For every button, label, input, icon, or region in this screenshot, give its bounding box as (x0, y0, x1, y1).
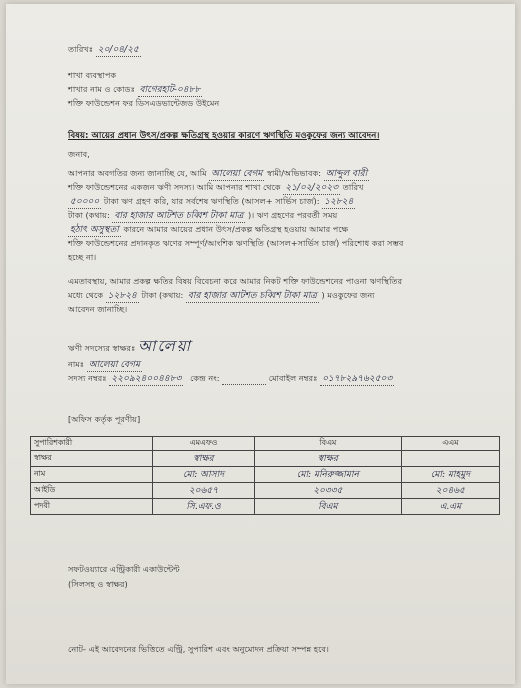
waive-amount: ১২৮২৪ (107, 291, 137, 301)
table-cell: মো: আসাদ (182, 470, 224, 480)
table-row (31, 499, 500, 515)
balance-words: বার হাজার আটশত চব্বিশ টাকা মাত্র (114, 211, 244, 221)
date-label: তারিখঃ (68, 44, 94, 54)
table-cell: সি.এফ.ও (186, 502, 221, 512)
table-header: এমএফও (153, 437, 255, 451)
table-row (31, 467, 500, 483)
footer-note: নোট- এই আবেদনের ভিত্তিতে এন্ট্রি, সুপারিশ এবং অনুমোদন প্রক্রিয়া সম্পন্ন হবে। (68, 644, 329, 654)
table-header: এএম (401, 437, 499, 451)
body-line-5: হঠাৎ অসুস্থতা কারনে আমার আয়ের প্রধান উৎস/প্রকল্প ক্ষতিগ্রস্থ হওয়ায় আমার পক্ষে (70, 224, 349, 235)
branch-value: বাগেরহাট-০৪৮৮ (139, 85, 201, 95)
body-line-9: মধ্যে থেকে ১২৮২৪ টাকা (কথায়: বার হাজার আটশত চব্বিশ টাকা মাত্র ) মওকুফের জন্য (68, 290, 375, 301)
member-name-line: নামঃ আলেয়া বেগম (68, 359, 140, 370)
table-cell: এ.এম (439, 502, 462, 512)
body-line-4: টাকা (কথায়: বার হাজার আটশত চব্বিশ টাকা মাত্র )। ঋণ গ্রহণের পরবর্তী সময় (68, 210, 338, 221)
guardian-name: আব্দুল বারী (325, 169, 368, 179)
body-line-8: এমতাবস্থায়, আমার প্রকল্প ক্ষতির বিষয় বিবেচনা করে আমার নিকট শক্তি ফাউন্ডেশনের পাওনা ঋণস্থিতির (68, 276, 403, 286)
row-label: আইডি (31, 483, 153, 499)
member-number-line: সদস্য নম্বরঃ ২২০৯২৪০০৪৪৮৩ কেন্দ্র নং: মোবাইল নম্বরঃ ০১৭৮২৯৭৬২৫০৩ (68, 373, 393, 384)
table-cell: মো: মনিরুজ্জামান (296, 470, 359, 480)
body-line-6: শক্তি ফাউন্ডেশনের প্রদানকৃত ঋণের সম্পূর্ণ/আংশিক ঋণস্থিতি (আসল+সার্ভিস চার্জ) পরিশোধ করা সম্ভব (68, 238, 404, 248)
mobile-number: ০১৭৮২৯৭৬২৫০৩ (322, 374, 393, 384)
body-line-1: আপনার অবগতির জন্য জানাচ্ছি যে, আমি আলেয়া বেগম স্বামী/অভিভাবক: আব্দুল বারী (68, 168, 368, 179)
table-cell: বিএম (318, 502, 338, 512)
body-line-2: শক্তি ফাউন্ডেশনের একজন ঋণী সদস্য। আমি আপনার শাখা থেকে ২১/০২/২০২৩ তারিখ (68, 182, 364, 193)
recommendation-table (30, 436, 500, 515)
branch-label: শাখার নাম ও কোডঃ (68, 84, 135, 94)
recipient: শাখা ব্যবস্থাপক (68, 70, 117, 80)
date-value: ২০/০৪/২৫ (97, 45, 139, 55)
member-signature: আলেয়া (138, 337, 192, 355)
application-form (6, 4, 515, 684)
reason-value: হঠাৎ অসুস্থতা (70, 225, 119, 235)
balance-amount: ১২৮২৪ (324, 197, 354, 207)
body-line-7: হচ্ছে না। (68, 252, 97, 262)
row-label: নাম (31, 467, 153, 483)
center-number (222, 373, 266, 385)
table-cell: স্বাক্ষর (193, 454, 214, 464)
accountant-label: সফটওয়্যারে এন্ট্রিকারী একাউন্টেন্ট (68, 564, 180, 574)
table-cell: ২০৪৬৫ (435, 486, 465, 496)
table-cell: মো: মাহমুদ (430, 470, 470, 480)
row-label: স্বাক্ষর (31, 451, 153, 467)
date-line (68, 44, 141, 57)
member-number: ২২০৯২৪০০৪৪৮৩ (111, 374, 182, 384)
member-signature-line (68, 336, 192, 356)
member-name: আলেয়া বেগম (88, 360, 140, 370)
branch-line (68, 84, 202, 97)
signature-label: ঋণী সদস্যের স্বাক্ষরঃ (68, 343, 136, 353)
salutation: জনাব, (68, 149, 90, 159)
loan-amount: ৫০০০০ (70, 197, 100, 207)
body-line-3: ৫০০০০ টাকা ঋণ গ্রহণ করি, যার সর্বশেষ ঋণস্থিতি (আসল+ সার্ভিস চার্জ): ১২৮২৪ (70, 196, 354, 207)
table-header-row (31, 437, 500, 451)
row-label: পদবী (31, 499, 153, 515)
table-header: বিএম (254, 437, 401, 451)
table-cell: স্বাক্ষর (317, 454, 338, 464)
loan-date: ২১/০২/২০২৩ (285, 183, 339, 193)
office-caption: [অফিস কর্তৃক পূরণীয়] (68, 414, 141, 424)
organization-name: শক্তি ফাউন্ডেশন ফর ডিসএডভান্টেজড উইমেন (68, 98, 220, 108)
table-row (31, 483, 500, 499)
table-header: সুপারিশকারী (31, 437, 153, 451)
table-cell: ২০৬৫৭ (188, 486, 219, 496)
applicant-name: আলেয়া বেগম (211, 169, 263, 179)
subject-line: বিষয়: আয়ের প্রধান উৎস/প্রকল্প ক্ষতিগ্রস্থ হওয়ার কারণে ঋণস্থিতি মওকুফের জন্য আবেদন। (68, 131, 380, 141)
body-line-10: আবেদন জানাচ্ছি। (68, 304, 128, 314)
table-cell: ২০৩৩৫ (313, 486, 343, 496)
waive-words: বার হাজার আটশত চব্বিশ টাকা মাত্র (187, 291, 317, 301)
seal-label: (সিলসহ ও স্বাক্ষর) (68, 579, 128, 589)
table-row (31, 451, 500, 467)
